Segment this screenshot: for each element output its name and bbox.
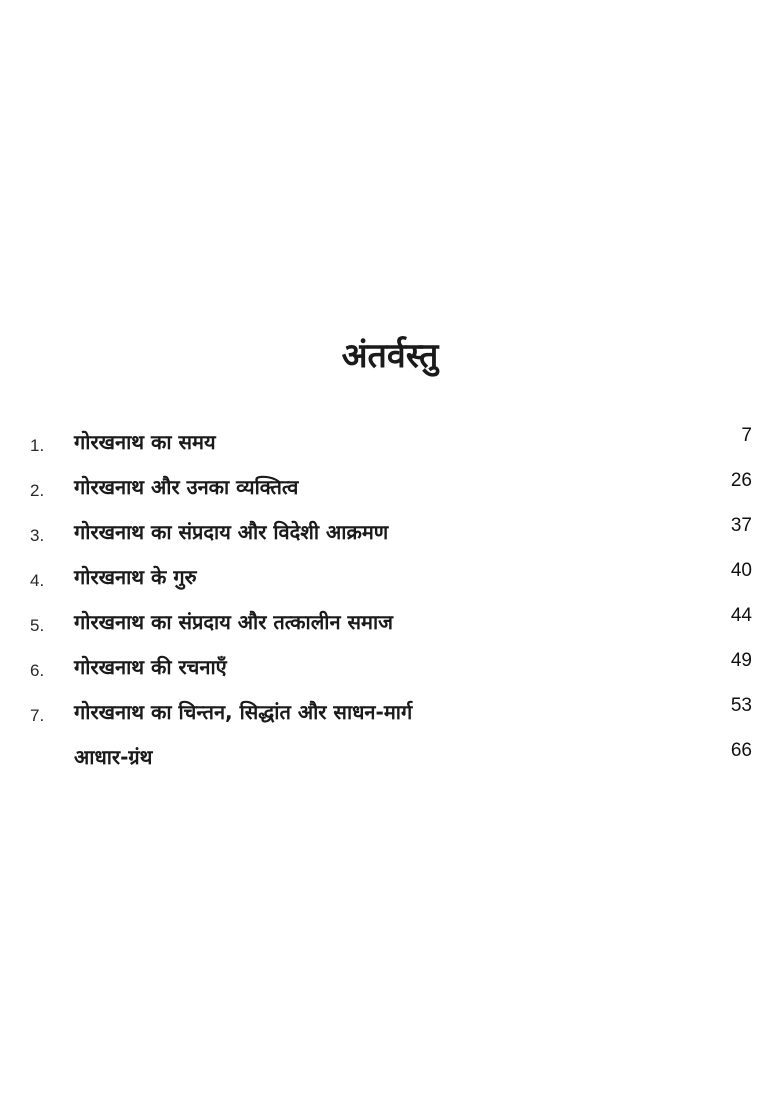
toc-entry bbox=[30, 602, 752, 647]
toc-entry-title: आधार-ग्रंथ bbox=[74, 745, 153, 769]
toc-entry-number: 3. bbox=[30, 526, 45, 545]
toc-entry-title: गोरखनाथ के गुरु bbox=[74, 565, 197, 589]
toc-entry-number: 6. bbox=[30, 661, 45, 680]
toc-entry-title: गोरखनाथ की रचनाएँ bbox=[74, 655, 227, 679]
page-title: अंतर्वस्तु bbox=[341, 336, 439, 376]
toc-entry bbox=[30, 647, 752, 692]
toc-entry-page: 26 bbox=[730, 470, 752, 491]
toc-entry-number: 4. bbox=[30, 571, 45, 590]
toc-entry-page: 37 bbox=[730, 515, 752, 536]
toc-entry-page: 66 bbox=[730, 740, 752, 761]
toc-entry-title: गोरखनाथ का संप्रदाय और तत्कालीन समाज bbox=[74, 610, 394, 634]
toc-entry bbox=[30, 692, 752, 737]
toc-entry bbox=[30, 467, 752, 512]
toc-entry-number: 7. bbox=[30, 706, 45, 725]
toc-entry-page: 40 bbox=[730, 560, 752, 581]
toc-entry-title: गोरखनाथ का समय bbox=[74, 430, 216, 454]
toc-entry bbox=[30, 737, 752, 782]
table-of-contents bbox=[30, 422, 752, 782]
toc-entry bbox=[30, 557, 752, 602]
toc-entry-number: 2. bbox=[30, 481, 45, 500]
toc-entry-number: 5. bbox=[30, 616, 45, 635]
toc-entry-title: गोरखनाथ और उनका व्यक्तित्व bbox=[74, 475, 299, 499]
toc-entry bbox=[30, 512, 752, 557]
toc-entry-page: 53 bbox=[730, 695, 752, 716]
toc-entry-page: 44 bbox=[730, 605, 752, 626]
toc-entry-page: 49 bbox=[730, 650, 752, 671]
toc-entry-title: गोरखनाथ का संप्रदाय और विदेशी आक्रमण bbox=[74, 520, 389, 544]
toc-entry-number: 1. bbox=[30, 436, 45, 455]
toc-entry-page: 7 bbox=[741, 425, 752, 446]
toc-entry bbox=[30, 422, 752, 467]
toc-entry-title: गोरखनाथ का चिन्तन, सिद्धांत और साधन-मार्ग bbox=[74, 700, 413, 724]
